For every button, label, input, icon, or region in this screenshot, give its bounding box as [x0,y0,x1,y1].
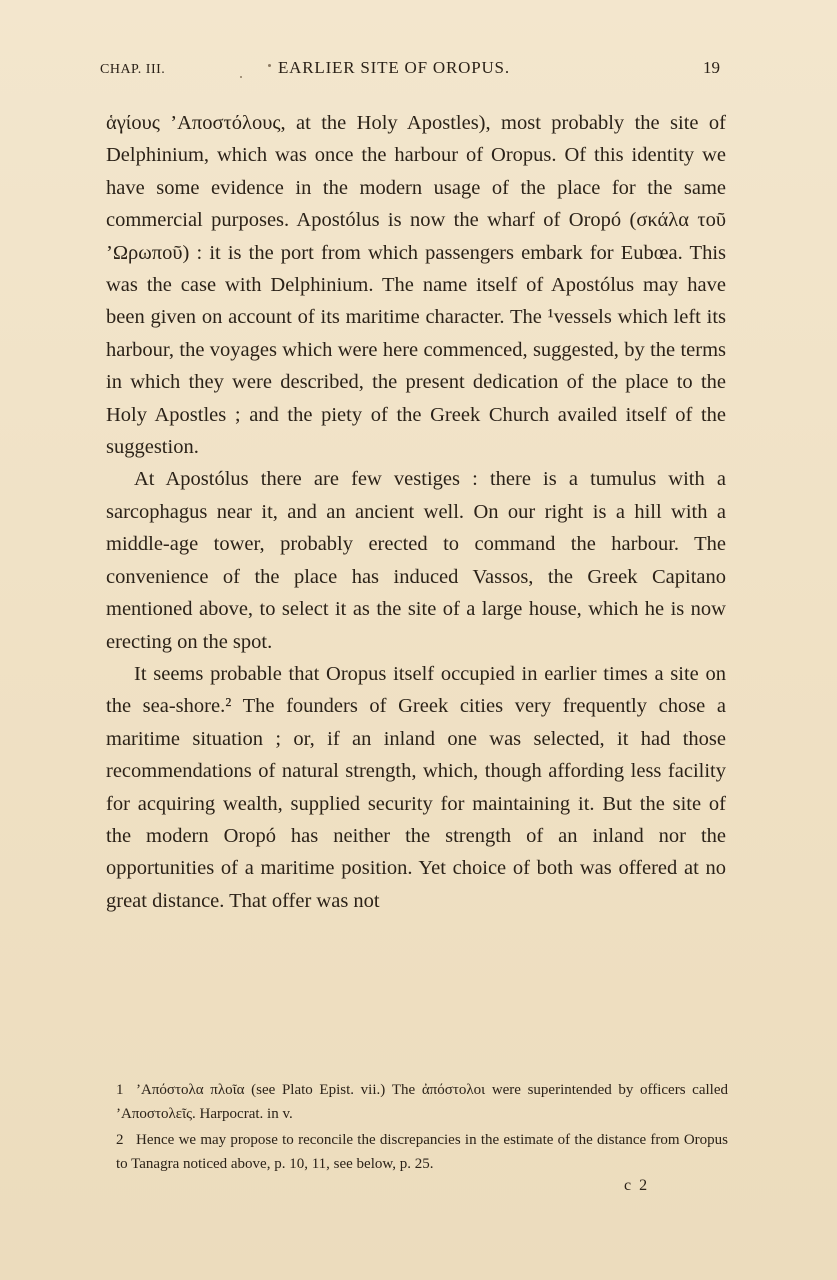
footnote-number: 1 [116,1082,124,1098]
footnotes [116,1078,728,1178]
chapter-label: CHAP. III. [100,62,166,77]
page-title: EARLIER SITE OF OROPUS. [278,58,510,77]
footnote-number: 2 [116,1132,124,1148]
footnote-text: ’Απόστολα πλοῖα (see Plato Epist. vii.) The ἀπόστολοι were superintended by officers called ’Αποστολεῖς. Harpocrat. in v. [116,1082,728,1122]
signature-mark: c 2 [624,1177,650,1194]
footnote [116,1128,728,1176]
paragraph: ἁγίους ’Αποστόλους, at the Holy Apostles), most probably the site of Delphinium, which was once the harbour of Oropus. Of this identity we have some evidence in the modern usage of the place for the same commercial purposes. Apostólus is now the wharf of Oropó (σκάλα τοῦ ’Ωρωποῦ) : it is the port from which passengers embark for Eubœa. This was the case with Delphinium. The name itself of Apostólus may have been given on account of its maritime character. The ¹vessels which left its harbour, the voyages which were here commenced, suggested, by the terms in which they were described, the present dedication of the place to the Holy Apostles ; and the piety of the Greek Church availed itself of the suggestion. [106,112,726,459]
ink-speck [268,64,271,67]
page-number: 19 [703,58,720,77]
ink-speck [240,76,242,78]
paragraph: It seems probable that Oropus itself occupied in earlier times a site on the sea-shore.² The founders of Greek cities very frequently chose a maritime situation ; or, if an inland one was selected, it had those recommendations of natural strength, which, though affording less facility for acquiring wealth, supplied security for maintaining it. But the site of the modern Oropó has neither the strength of an inland nor the opportunities of a maritime position. Yet choice of both was offered at no great distance. That offer was not [106,662,726,912]
running-header [100,58,720,84]
footnote-text: Hence we may propose to reconcile the discrepancies in the estimate of the distance from Oropus to Tanagra noticed above, p. 10, 11, see below, p. 25. [116,1132,728,1172]
paragraph: At Apostólus there are few vestiges : there is a tumulus with a sarcophagus near it, and an ancient well. On our right is a hill with a middle-age tower, probably erected to command the harbour. The convenience of the place has induced Vassos, the Greek Capitano mentioned above, to select it as the site of a large house, which he is now erecting on the spot. [106,468,726,653]
body-text [106,107,726,917]
footnote [116,1078,728,1126]
